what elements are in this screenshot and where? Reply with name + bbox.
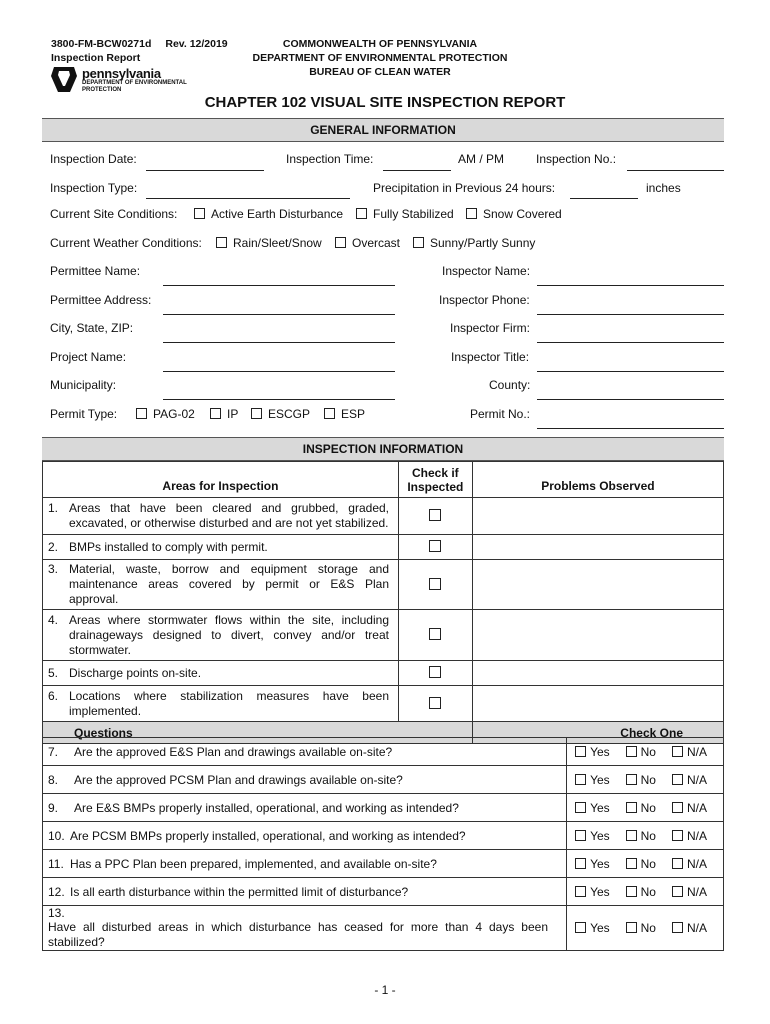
table-row: 5. Discharge points on-site. [43, 661, 724, 686]
permittee-address-label: Permittee Address: [50, 293, 152, 307]
inspection-type-field[interactable] [146, 198, 350, 199]
inspection-type-label: Inspection Type: [50, 181, 138, 195]
questions-table [42, 737, 724, 951]
general-information-heading: GENERAL INFORMATION [42, 118, 724, 142]
inspector-name-field[interactable] [537, 285, 724, 286]
inspector-phone-label: Inspector Phone: [439, 293, 530, 307]
question-11-answers[interactable] [567, 850, 724, 878]
site-fully-stabilized-checkbox[interactable]: Fully Stabilized [356, 207, 454, 221]
na-checkbox[interactable]: N/A [672, 773, 715, 787]
inspector-title-label: Inspector Title: [451, 350, 530, 364]
inspector-title-field[interactable] [537, 371, 724, 372]
area-3-inspected-checkbox[interactable] [398, 560, 472, 610]
agency-line-2: DEPARTMENT OF ENVIRONMENTAL PROTECTION [252, 52, 508, 64]
permittee-name-label: Permittee Name: [50, 264, 141, 278]
table-row: 7. Are the approved E&S Plan and drawings available on-site? Yes No N/A [43, 738, 724, 766]
logo-subtitle: DEPARTMENT OF ENVIRONMENTAL PROTECTION [82, 80, 187, 93]
table-row: 3. Material, waste, borrow and equipment storage and maintenance areas covered by permit or E&S Plan approval. [43, 560, 724, 610]
inspection-no-label: Inspection No.: [536, 152, 617, 166]
permittee-address-field[interactable] [163, 314, 395, 315]
table-row: 9. Are E&S BMPs properly installed, operational, and working as intended? Yes No N/A [43, 794, 724, 822]
area-5-inspected-checkbox[interactable] [398, 661, 472, 686]
county-label: County: [489, 378, 531, 392]
permit-escgp-checkbox[interactable]: ESCGP [251, 407, 310, 421]
county-field[interactable] [537, 399, 724, 400]
keystone-icon [50, 66, 78, 93]
permit-no-field[interactable] [537, 428, 724, 429]
yes-checkbox[interactable]: Yes [575, 885, 618, 899]
inspection-time-field[interactable] [383, 170, 451, 171]
area-3-problems-field[interactable] [472, 560, 723, 610]
area-6-inspected-checkbox[interactable] [398, 686, 472, 722]
form-id: 3800-FM-BCW0271d [51, 38, 152, 50]
area-2-problems-field[interactable] [472, 535, 723, 560]
form-type: Inspection Report [51, 52, 141, 64]
logo-name: pennsylvania [82, 66, 161, 81]
weather-overcast-checkbox[interactable]: Overcast [335, 236, 400, 250]
na-checkbox[interactable]: N/A [672, 829, 715, 843]
inspection-no-field[interactable] [627, 170, 724, 171]
yes-checkbox[interactable]: Yes [575, 829, 618, 843]
table-row: 1. Areas that have been cleared and grubbed, graded, excavated, or otherwise disturbed and are not yet stabilized. [43, 498, 724, 535]
table-row: 4. Areas where stormwater flows within the site, including drainageways designed to divert, convey and/or treat stormwater. [43, 610, 724, 661]
inspection-time-label: Inspection Time: [286, 152, 374, 166]
area-1-problems-field[interactable] [472, 498, 723, 535]
question-10-answers[interactable] [567, 822, 724, 850]
permit-type-label: Permit Type: [50, 407, 118, 421]
question-7-answers[interactable] [567, 738, 724, 766]
no-checkbox[interactable]: No [626, 857, 664, 871]
na-checkbox[interactable]: N/A [672, 801, 715, 815]
agency-line-3: BUREAU OF CLEAN WATER [309, 66, 451, 78]
permit-ip-checkbox[interactable]: IP [210, 407, 238, 421]
page-number: - 1 - [374, 983, 396, 997]
area-1-inspected-checkbox[interactable] [398, 498, 472, 535]
no-checkbox[interactable]: No [626, 745, 664, 759]
city-state-zip-label: City, State, ZIP: [50, 321, 134, 335]
area-4-problems-field[interactable] [472, 610, 723, 661]
permit-esp-checkbox[interactable]: ESP [324, 407, 365, 421]
agency-line-1: COMMONWEALTH OF PENNSYLVANIA [282, 38, 478, 50]
weather-conditions-label: Current Weather Conditions: [50, 236, 202, 250]
area-2-inspected-checkbox[interactable] [398, 535, 472, 560]
na-checkbox[interactable]: N/A [672, 745, 715, 759]
yes-checkbox[interactable]: Yes [575, 857, 618, 871]
form-revision: Rev. 12/2019 [165, 38, 228, 50]
inspection-table [42, 461, 724, 744]
pa-dep-logo [50, 66, 190, 94]
no-checkbox[interactable]: No [626, 885, 664, 899]
table-row: 2. BMPs installed to comply with permit. [43, 535, 724, 560]
agency-header [240, 37, 520, 79]
na-checkbox[interactable]: N/A [672, 921, 715, 935]
weather-sunny-checkbox[interactable]: Sunny/Partly Sunny [413, 236, 535, 250]
precipitation-label: Precipitation in Previous 24 hours: [373, 181, 556, 195]
municipality-label: Municipality: [50, 378, 117, 392]
check-one-label: Check One [472, 722, 723, 744]
table-row: 10. Are PCSM BMPs properly installed, operational, and working as intended? Yes No N/A [43, 822, 724, 850]
questions-label: Questions [43, 722, 473, 744]
city-state-zip-field[interactable] [163, 342, 395, 343]
area-5-problems-field[interactable] [472, 661, 723, 686]
inspection-table-header [43, 462, 724, 498]
area-6-problems-field[interactable] [472, 686, 723, 722]
table-row: 6. Locations where stabilization measures have been implemented. [43, 686, 724, 722]
inspector-phone-field[interactable] [537, 314, 724, 315]
no-checkbox[interactable]: No [626, 801, 664, 815]
question-9-answers[interactable] [567, 794, 724, 822]
no-checkbox[interactable]: No [626, 921, 664, 935]
project-name-field[interactable] [163, 371, 395, 372]
na-checkbox[interactable]: N/A [672, 857, 715, 871]
inches-label: inches [646, 181, 681, 195]
no-checkbox[interactable]: No [626, 829, 664, 843]
area-4-inspected-checkbox[interactable] [398, 610, 472, 661]
table-row: 11. Has a PPC Plan been prepared, implemented, and available on-site? Yes No N/A [43, 850, 724, 878]
question-13-answers[interactable] [567, 906, 724, 951]
inspection-information-heading: INSPECTION INFORMATION [42, 437, 724, 461]
site-active-earth-checkbox[interactable]: Active Earth Disturbance [194, 207, 343, 221]
question-8-answers[interactable] [567, 766, 724, 794]
inspector-name-label: Inspector Name: [442, 264, 531, 278]
permit-pag02-checkbox[interactable]: PAG-02 [136, 407, 195, 421]
form-header-left [51, 37, 242, 65]
na-checkbox[interactable]: N/A [672, 885, 715, 899]
table-row: 13.Have all disturbed areas in which disturbance has ceased for more than 4 days been stabilized? Yes No N/A [43, 906, 724, 951]
municipality-field[interactable] [163, 399, 395, 400]
col-areas-header: Areas for Inspection [43, 462, 399, 498]
page-title: CHAPTER 102 VISUAL SITE INSPECTION REPORT [204, 94, 566, 111]
col-check-header: Check if Inspected [398, 462, 472, 498]
am-pm-label: AM / PM [458, 152, 505, 166]
precipitation-field[interactable] [570, 198, 638, 199]
no-checkbox[interactable]: No [626, 773, 664, 787]
col-problems-header: Problems Observed [472, 462, 723, 498]
yes-checkbox[interactable]: Yes [575, 773, 618, 787]
yes-checkbox[interactable]: Yes [575, 921, 618, 935]
site-conditions-label: Current Site Conditions: [50, 207, 178, 221]
inspector-firm-label: Inspector Firm: [450, 321, 531, 335]
permittee-name-field[interactable] [163, 285, 395, 286]
yes-checkbox[interactable]: Yes [575, 801, 618, 815]
project-name-label: Project Name: [50, 350, 127, 364]
inspector-firm-field[interactable] [537, 342, 724, 343]
site-snow-covered-checkbox[interactable]: Snow Covered [466, 207, 562, 221]
table-row: 12. Is all earth disturbance within the permitted limit of disturbance? Yes No N/A [43, 878, 724, 906]
permit-no-label: Permit No.: [470, 407, 531, 421]
inspection-date-label: Inspection Date: [50, 152, 137, 166]
inspection-date-field[interactable] [146, 170, 264, 171]
question-12-answers[interactable] [567, 878, 724, 906]
yes-checkbox[interactable]: Yes [575, 745, 618, 759]
table-row: 8. Are the approved PCSM Plan and drawings available on-site? Yes No N/A [43, 766, 724, 794]
weather-rain-checkbox[interactable]: Rain/Sleet/Snow [216, 236, 322, 250]
